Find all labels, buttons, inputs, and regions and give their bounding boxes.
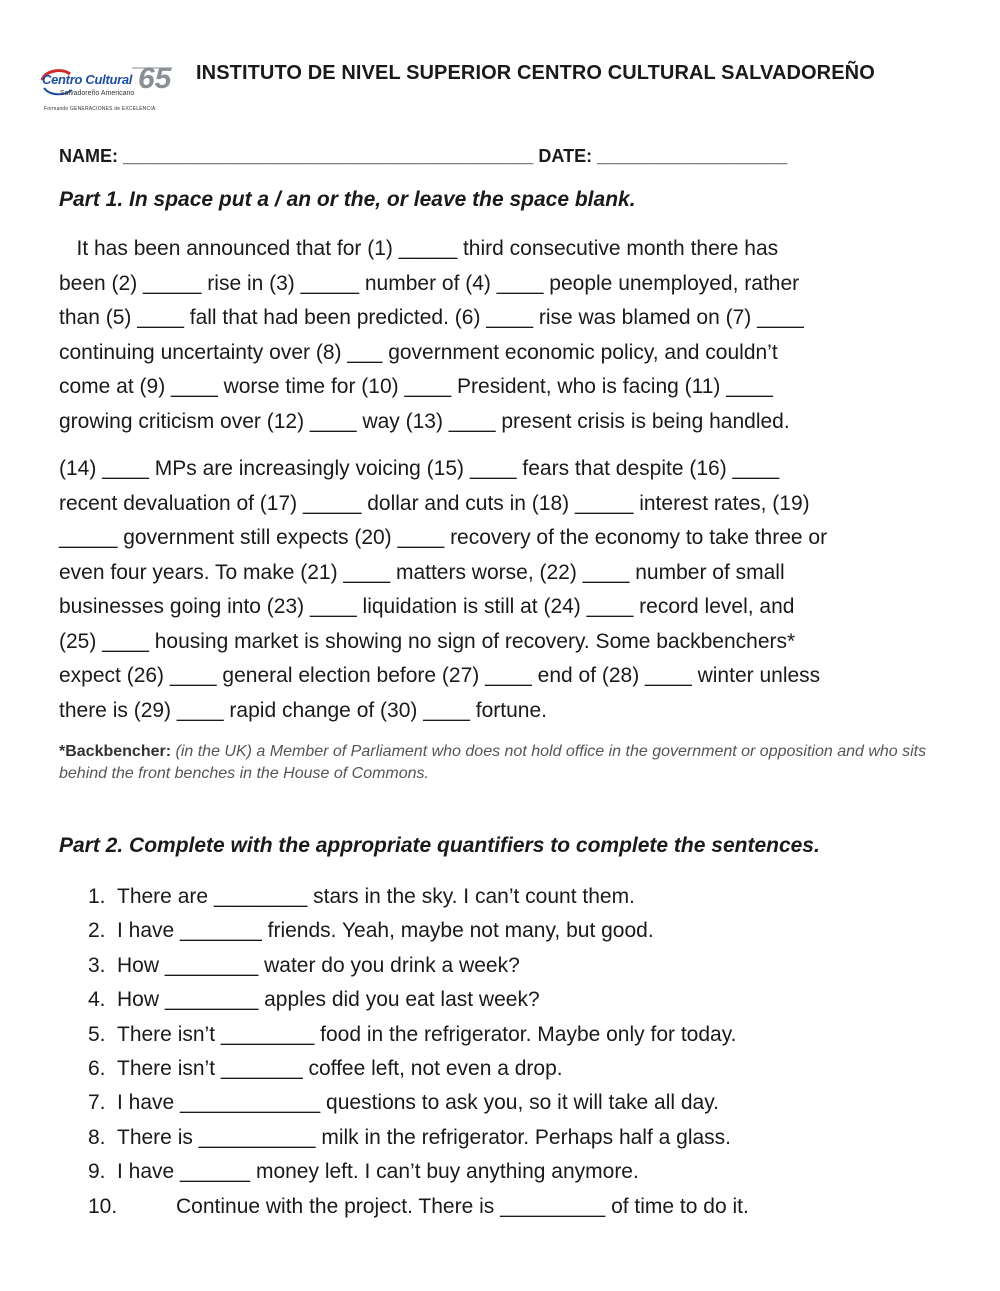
logo-anniversary: 65 — [138, 62, 172, 95]
paragraph-line: recent devaluation of (17) _____ dollar and cuts in (18) _____ interest rates, (19) — [59, 491, 810, 515]
list-item — [88, 1052, 749, 1086]
logo-tagline: Formando GENERACIONES de EXCELENCIA — [44, 106, 156, 112]
paragraph-line: even four years. To make (21) ____ matters worse, (22) ____ number of small — [59, 560, 785, 584]
paragraph-line: businesses going into (23) ____ liquidation is still at (24) ____ record level, and — [59, 595, 795, 618]
paragraph-line: been (2) _____ rise in (3) _____ number of (4) ____ people unemployed, rather — [59, 271, 800, 295]
item-text: There are ________ stars in the sky. I can’t count them. — [117, 885, 635, 908]
item-number: 1. — [88, 885, 106, 908]
part1-paragraph-1 — [59, 232, 959, 439]
paragraph-line: there is (29) ____ rapid change of (30) ____ fortune. — [59, 698, 547, 722]
paragraph-line: growing criticism over (12) ____ way (13) ____ present crisis is being handled. — [59, 409, 790, 433]
item-text: I have ____________ questions to ask you, so it will take all day. — [117, 1091, 719, 1115]
part1-paragraph-2 — [59, 452, 959, 728]
item-text: I have _______ friends. Yeah, maybe not many, but good. — [117, 919, 654, 943]
paragraph-line: It has been announced that for (1) _____ third consecutive month there has — [59, 237, 779, 260]
list-item — [88, 949, 749, 983]
list-item — [88, 1121, 749, 1155]
list-item — [88, 1155, 749, 1189]
paragraph-line: (14) ____ MPs are increasingly voicing (15) ____ fears that despite (16) ____ — [59, 457, 780, 480]
item-number: 9. — [88, 1160, 106, 1184]
item-number: 2. — [88, 919, 106, 943]
part2-list — [88, 880, 749, 1224]
item-text: How ________ apples did you eat last week? — [117, 988, 540, 1012]
paragraph-line: _____ government still expects (20) ____ recovery of the economy to take three or — [59, 526, 828, 549]
footnote-definition: (in the UK) a Member of Parliament who does not hold office in the government or opposition and who sits behind the front benches in the House of Commons. — [59, 743, 927, 782]
item-text: There isn’t _______ coffee left, not even a drop. — [117, 1056, 563, 1080]
footnote-term: *Backbencher: — [59, 743, 172, 760]
paragraph-line: come at (9) ____ worse time for (10) ____ President, who is facing (11) ____ — [59, 375, 773, 398]
paragraph-line: (25) ____ housing market is showing no sign of recovery. Some backbenchers* — [59, 629, 796, 653]
item-text: There isn’t ________ food in the refrigerator. Maybe only for today. — [117, 1022, 737, 1046]
paragraph-line: expect (26) ____ general election before (27) ____ end of (28) ____ winter unless — [59, 664, 821, 687]
logo-name: Centro Cultural — [42, 72, 133, 87]
paragraph-line: than (5) ____ fall that had been predicted. (6) ____ rise was blamed on (7) ____ — [59, 306, 804, 329]
list-item — [88, 1086, 749, 1120]
item-text: How ________ water do you drink a week? — [117, 953, 520, 977]
part2-heading: Part 2. Complete with the appropriate quantifiers to complete the sentences. — [59, 834, 820, 857]
paragraph-line: continuing uncertainty over (8) ___ government economic policy, and couldn’t — [59, 340, 778, 364]
list-item — [88, 914, 749, 948]
part1-heading: Part 1. In space put a / an or the, or leave the space blank. — [59, 188, 636, 211]
item-number: 3. — [88, 953, 106, 977]
footnote — [59, 741, 959, 785]
school-logo — [40, 62, 180, 116]
item-number: 4. — [88, 988, 106, 1012]
item-text: I have ______ money left. I can’t buy anything anymore. — [117, 1160, 639, 1184]
item-number: 10. — [88, 1194, 118, 1218]
item-number: 6. — [88, 1056, 106, 1080]
item-number: 8. — [88, 1125, 106, 1149]
list-item — [88, 983, 749, 1017]
list-item — [88, 880, 749, 914]
list-item — [88, 1190, 749, 1224]
item-text: Continue with the project. There is _________ of time to do it. — [176, 1194, 749, 1218]
name-date-line: NAME: _________________________________________ DATE: ___________________ — [59, 146, 788, 166]
institution-title: INSTITUTO DE NIVEL SUPERIOR CENTRO CULTURAL SALVADOREÑO — [196, 62, 875, 84]
logo-subtitle: Salvadoreño Americano — [60, 90, 135, 97]
list-item — [88, 1018, 749, 1052]
item-number: 7. — [88, 1091, 106, 1115]
item-text: There is __________ milk in the refrigerator. Perhaps half a glass. — [117, 1125, 732, 1149]
item-number: 5. — [88, 1022, 106, 1046]
